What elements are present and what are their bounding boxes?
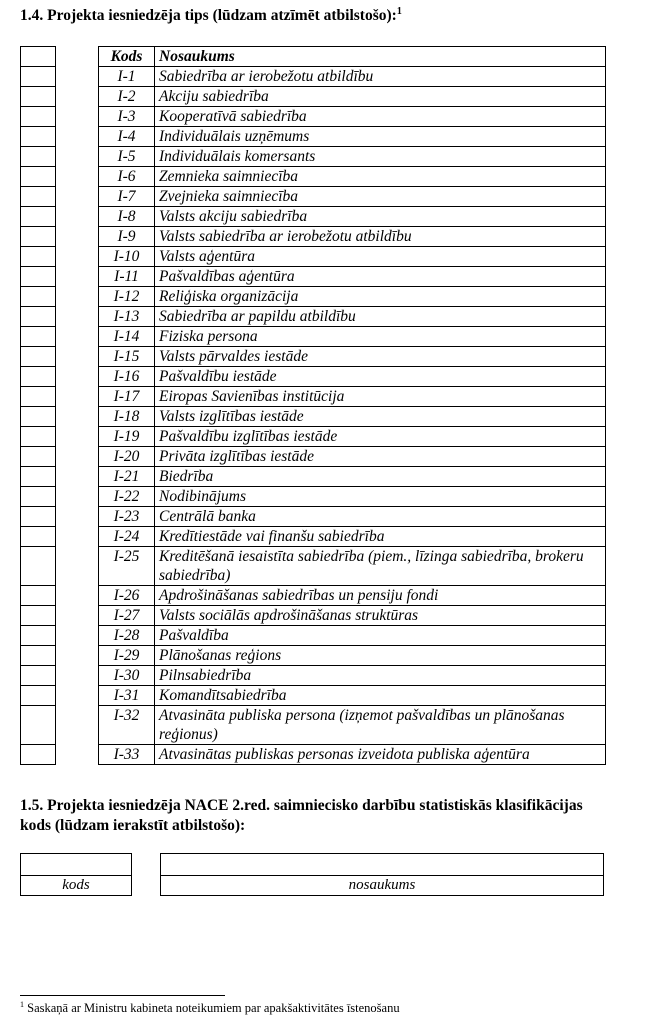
footnote-ref: 1 xyxy=(396,5,402,17)
table-row xyxy=(99,387,606,407)
type-name: Individuālais komersants xyxy=(155,147,606,167)
table-row xyxy=(99,367,606,387)
table-row xyxy=(99,127,606,147)
table-row xyxy=(99,247,606,267)
type-checkbox[interactable] xyxy=(21,626,56,646)
type-code: I-25 xyxy=(99,547,155,586)
type-code: I-19 xyxy=(99,427,155,447)
type-checkbox[interactable] xyxy=(21,507,56,527)
type-checkbox[interactable] xyxy=(21,387,56,407)
section-1-4-title: 1.4. Projekta iesniedzēja tips (lūdzam atzīmēt atbilstošo): xyxy=(20,7,397,24)
footnote-marker: 1 xyxy=(20,999,24,1009)
type-checkbox[interactable] xyxy=(21,327,56,347)
type-checkbox[interactable] xyxy=(21,686,56,706)
type-code: I-15 xyxy=(99,347,155,367)
type-name: Pašvaldību iestāde xyxy=(155,367,606,387)
type-code: I-2 xyxy=(99,87,155,107)
type-name: Centrālā banka xyxy=(155,507,606,527)
type-code: I-29 xyxy=(99,646,155,666)
type-name: Pašvaldību izglītības iestāde xyxy=(155,427,606,447)
table-row xyxy=(99,745,606,765)
footnote-divider xyxy=(20,995,225,996)
table-row xyxy=(99,706,606,745)
type-code: I-1 xyxy=(99,67,155,87)
table-row xyxy=(99,67,606,87)
type-code: I-8 xyxy=(99,207,155,227)
nace-code-input[interactable] xyxy=(21,854,132,876)
type-checkbox[interactable] xyxy=(21,706,56,745)
type-name: Biedrība xyxy=(155,467,606,487)
type-checkbox[interactable] xyxy=(21,606,56,626)
type-checkbox[interactable] xyxy=(21,427,56,447)
nace-name-box xyxy=(160,853,604,896)
type-checkbox[interactable] xyxy=(21,666,56,686)
table-row xyxy=(99,87,606,107)
table-row xyxy=(99,167,606,187)
type-checkbox[interactable] xyxy=(21,87,56,107)
type-code: I-27 xyxy=(99,606,155,626)
table-row xyxy=(99,666,606,686)
table-row xyxy=(99,507,606,527)
type-checkbox[interactable] xyxy=(21,247,56,267)
table-row xyxy=(99,606,606,626)
footnote-text: Saskaņā ar Ministru kabineta noteikumiem par apakšaktivitātes īstenošanu xyxy=(27,1001,400,1015)
type-checkbox[interactable] xyxy=(21,447,56,467)
type-name: Pašvaldības aģentūra xyxy=(155,267,606,287)
type-name: Valsts akciju sabiedrība xyxy=(155,207,606,227)
type-name: Valsts izglītības iestāde xyxy=(155,407,606,427)
type-code: I-5 xyxy=(99,147,155,167)
type-code: I-11 xyxy=(99,267,155,287)
nace-code-box xyxy=(20,853,132,896)
type-name: Reliģiska organizācija xyxy=(155,287,606,307)
applicant-type-table xyxy=(98,46,606,765)
type-name: Atvasinātas publiskas personas izveidota publiska aģentūra xyxy=(155,745,606,765)
type-checkbox[interactable] xyxy=(21,107,56,127)
table-row xyxy=(99,227,606,247)
table-row xyxy=(99,147,606,167)
type-checkbox[interactable] xyxy=(21,167,56,187)
type-name: Eiropas Savienības institūcija xyxy=(155,387,606,407)
type-code: I-12 xyxy=(99,287,155,307)
checkbox-column xyxy=(20,46,56,765)
type-code: I-21 xyxy=(99,467,155,487)
type-checkbox[interactable] xyxy=(21,67,56,87)
type-code: I-31 xyxy=(99,686,155,706)
type-checkbox[interactable] xyxy=(21,127,56,147)
type-code: I-23 xyxy=(99,507,155,527)
type-code: I-13 xyxy=(99,307,155,327)
type-checkbox[interactable] xyxy=(21,287,56,307)
table-row xyxy=(99,527,606,547)
checkbox-header-cell xyxy=(21,47,56,67)
table-row xyxy=(99,407,606,427)
type-name: Zvejnieka saimniecība xyxy=(155,187,606,207)
table-row xyxy=(99,586,606,606)
type-name: Valsts aģentūra xyxy=(155,247,606,267)
column-header-name: Nosaukums xyxy=(155,47,606,67)
type-code: I-6 xyxy=(99,167,155,187)
table-row xyxy=(99,427,606,447)
type-code: I-30 xyxy=(99,666,155,686)
type-code: I-4 xyxy=(99,127,155,147)
type-code: I-22 xyxy=(99,487,155,507)
type-checkbox[interactable] xyxy=(21,147,56,167)
type-name: Apdrošināšanas sabiedrības un pensiju fondi xyxy=(155,586,606,606)
type-name: Kooperatīvā sabiedrība xyxy=(155,107,606,127)
table-row xyxy=(99,207,606,227)
table-row xyxy=(99,447,606,467)
column-header-code: Kods xyxy=(99,47,155,67)
type-checkbox[interactable] xyxy=(21,527,56,547)
section-1-5-heading: 1.5. Projekta iesniedzēja NACE 2.red. saimniecisko darbību statistiskās klasifikācijas kods (lūdzam ierakstīt atbilstošo): xyxy=(20,797,583,834)
type-name: Individuālais uzņēmums xyxy=(155,127,606,147)
type-code: I-9 xyxy=(99,227,155,247)
type-checkbox[interactable] xyxy=(21,547,56,586)
type-name: Akciju sabiedrība xyxy=(155,87,606,107)
table-row xyxy=(99,327,606,347)
type-checkbox[interactable] xyxy=(21,347,56,367)
type-name: Valsts pārvaldes iestāde xyxy=(155,347,606,367)
table-row xyxy=(99,347,606,367)
type-checkbox[interactable] xyxy=(21,367,56,387)
type-code: I-32 xyxy=(99,706,155,745)
table-row xyxy=(99,467,606,487)
table-row xyxy=(99,307,606,327)
type-checkbox[interactable] xyxy=(21,187,56,207)
type-code: I-20 xyxy=(99,447,155,467)
type-name: Kredītiestāde vai finanšu sabiedrība xyxy=(155,527,606,547)
type-checkbox[interactable] xyxy=(21,207,56,227)
type-code: I-26 xyxy=(99,586,155,606)
nace-name-label: nosaukums xyxy=(161,876,604,896)
type-name: Zemnieka saimniecība xyxy=(155,167,606,187)
type-name: Nodibinājums xyxy=(155,487,606,507)
type-code: I-33 xyxy=(99,745,155,765)
type-code: I-14 xyxy=(99,327,155,347)
nace-code-label: kods xyxy=(21,876,132,896)
type-code: I-3 xyxy=(99,107,155,127)
table-row xyxy=(99,287,606,307)
type-checkbox[interactable] xyxy=(21,307,56,327)
type-name: Fiziska persona xyxy=(155,327,606,347)
type-checkbox[interactable] xyxy=(21,467,56,487)
table-header-row xyxy=(99,47,606,67)
type-name: Valsts sabiedrība ar ierobežotu atbildību xyxy=(155,227,606,247)
type-code: I-24 xyxy=(99,527,155,547)
type-code: I-28 xyxy=(99,626,155,646)
table-row xyxy=(99,487,606,507)
table-row xyxy=(99,646,606,666)
type-checkbox[interactable] xyxy=(21,267,56,287)
nace-name-input[interactable] xyxy=(161,854,604,876)
type-code: I-18 xyxy=(99,407,155,427)
table-row xyxy=(99,686,606,706)
table-row xyxy=(99,267,606,287)
table-row xyxy=(99,107,606,127)
type-name: Sabiedrība ar ierobežotu atbildību xyxy=(155,67,606,87)
type-code: I-7 xyxy=(99,187,155,207)
type-checkbox[interactable] xyxy=(21,487,56,507)
table-row xyxy=(99,626,606,646)
type-name: Plānošanas reģions xyxy=(155,646,606,666)
table-row xyxy=(99,547,606,586)
type-checkbox[interactable] xyxy=(21,646,56,666)
type-name: Pašvaldība xyxy=(155,626,606,646)
type-code: I-16 xyxy=(99,367,155,387)
type-name: Valsts sociālās apdrošināšanas struktūras xyxy=(155,606,606,626)
type-checkbox[interactable] xyxy=(21,586,56,606)
type-name: Sabiedrība ar papildu atbildību xyxy=(155,307,606,327)
type-name: Komandītsabiedrība xyxy=(155,686,606,706)
table-row xyxy=(99,187,606,207)
type-code: I-17 xyxy=(99,387,155,407)
type-checkbox[interactable] xyxy=(21,407,56,427)
footnote xyxy=(20,1000,400,1016)
type-checkbox[interactable] xyxy=(21,227,56,247)
type-checkbox[interactable] xyxy=(21,745,56,765)
type-code: I-10 xyxy=(99,247,155,267)
type-name: Kreditēšanā iesaistīta sabiedrība (piem., līzinga sabiedrība, brokeru sabiedrība) xyxy=(155,547,606,586)
type-name: Atvasināta publiska persona (izņemot pašvaldības un plānošanas reģionus) xyxy=(155,706,606,745)
type-name: Pilnsabiedrība xyxy=(155,666,606,686)
type-name: Privāta izglītības iestāde xyxy=(155,447,606,467)
section-1-4-heading xyxy=(20,6,630,26)
